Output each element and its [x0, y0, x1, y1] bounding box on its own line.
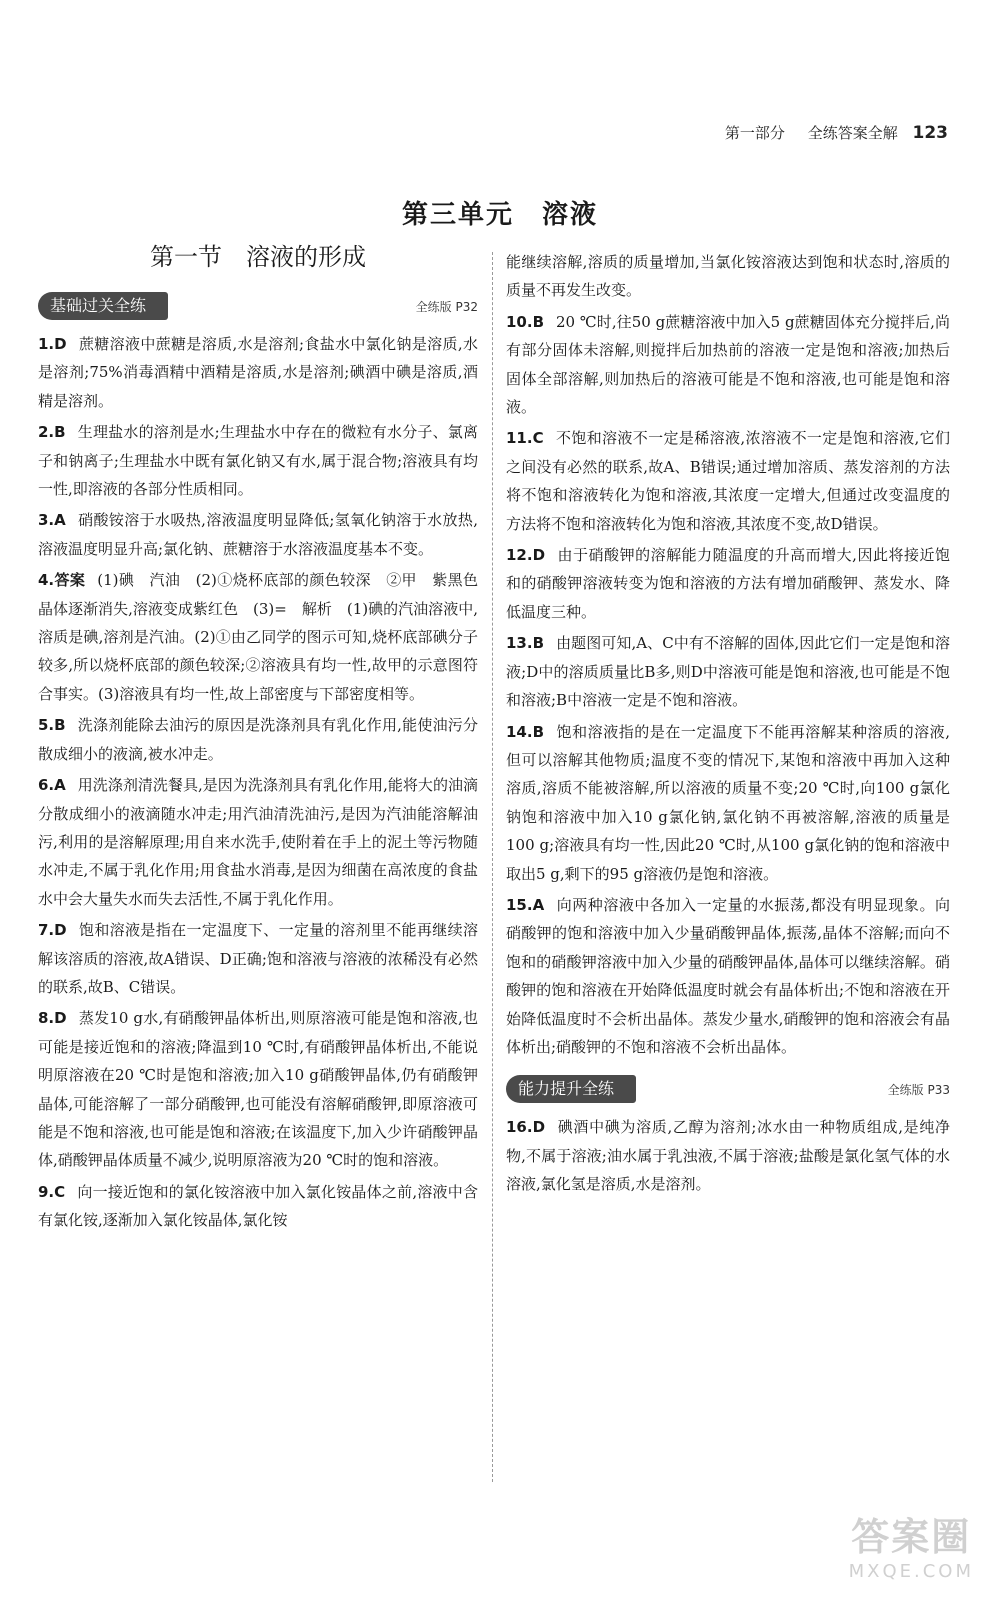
right-answer-list: [506, 308, 950, 1062]
answer-item: [38, 418, 478, 503]
answer-text: 20 ℃时,往50 g蔗糖溶液中加入5 g蔗糖固体充分搅拌后,尚有部分固体未溶解,则搅拌后加热前的溶液一定是饱和溶液;加热后固体全部溶解,则加热后的溶液可能是不饱和溶液,也可能是饱和溶液。: [506, 312, 950, 417]
right-column: [506, 248, 950, 1202]
answer-item: [38, 1004, 478, 1174]
answer-text: 用洗涤剂清洗餐具,是因为洗涤剂具有乳化作用,能将大的油滴分散成细小的液滴随水冲走;用汽油清洗油污,是因为汽油能溶解油污,利用的是溶解原理;用自来水洗手,使附着在手上的泥土等污物随水冲走,不属于乳化作用;用食盐水消毒,是因为细菌在高浓度的食盐水中会大量失水而失去活性,不属于乳化作用。: [38, 776, 478, 908]
answer-text: 蔗糖溶液中蔗糖是溶质,水是溶剂;食盐水中氯化钠是溶质,水是溶剂;75%消毒酒精中酒精是溶质,水是溶剂;碘酒中碘是溶质,酒精是溶剂。: [38, 335, 478, 410]
answer-number: 6.A: [38, 776, 66, 795]
answer-number: 9.C: [38, 1182, 66, 1201]
answer-item: [506, 629, 950, 714]
column-divider: [492, 252, 493, 1482]
answer-text: 由于硝酸钾的溶解能力随温度的升高而增大,因此将接近饱和的硝酸钾溶液转变为饱和溶液的方法有增加硝酸钾、蒸发水、降低温度三种。: [506, 546, 950, 621]
answer-number: 5.B: [38, 716, 66, 735]
answer-item: [38, 771, 478, 913]
band-advanced-label: 能力提升全练: [506, 1075, 636, 1103]
answer-number: 11.C: [506, 429, 544, 448]
answer-item: [506, 718, 950, 888]
answer-item: [38, 566, 478, 708]
answer-number: 13.B: [506, 634, 545, 653]
answer-text: 硝酸铵溶于水吸热,溶液温度明显降低;氢氧化钠溶于水放热,溶液温度明显升高;氯化钠、蔗糖溶于水溶液温度基本不变。: [38, 511, 478, 558]
answer-item: [38, 916, 478, 1001]
answer-text: 蒸发10 g水,有硝酸钾晶体析出,则原溶液可能是饱和溶液,也可能是接近饱和的溶液;降温到10 ℃时,有硝酸钾晶体析出,不能说明原溶液在20 ℃时是饱和溶液;加入10 g硝酸钾晶体,仍有硝酸钾晶体,可能溶解了一部分硝酸钾,也可能没有溶解硝酸钾,即原溶液可能是不饱和溶液,也可能是饱和溶液;在该温度下,加入少许硝酸钾晶体,硝酸钾晶体质量不减少,说明原溶液为20 ℃时的饱和溶液。: [38, 1009, 478, 1170]
answer-number: 16.D: [506, 1118, 546, 1137]
answer-text: 洗涤剂能除去油污的原因是洗涤剂具有乳化作用,能使油污分散成细小的液滴,被水冲走。: [38, 716, 478, 763]
answer-item: [38, 711, 478, 768]
answer-text: 生理盐水的溶剂是水;生理盐水中存在的微粒有水分子、氯离子和钠离子;生理盐水中既有氯化钠又有水,属于混合物;溶液具有均一性,即溶液的各部分性质相同。: [38, 423, 478, 499]
answer-number: 1.D: [38, 335, 67, 353]
answer-item: [38, 330, 478, 415]
continuation-text: 能继续溶解,溶质的质量增加,当氯化铵溶液达到饱和状态时,溶质的质量不再发生改变。: [506, 253, 950, 300]
answer-item: [506, 308, 950, 422]
answer-item: [506, 1113, 950, 1198]
right-answer-list-2: [506, 1113, 950, 1198]
answer-number: 4.答案: [38, 571, 86, 590]
answer-text: 向两种溶液中各加入一定量的水振荡,都没有明显现象。向硝酸钾的饱和溶液中加入少量硝酸钾晶体,振荡,晶体不溶解;而向不饱和的硝酸钾溶液中加入少量的硝酸钾晶体,晶体可以继续溶解。硝酸钾的饱和溶液在开始降低温度时就会有晶体析出;不饱和溶液在开始降低温度时不会析出晶体。蒸发少量水,硝酸钾的饱和溶液会有晶体析出;硝酸钾的不饱和溶液不会析出晶体。: [506, 895, 950, 1056]
answer-item: [506, 424, 950, 538]
band-advanced: [506, 1075, 950, 1103]
answer-item: [506, 891, 950, 1061]
band-advanced-ref: 全练版 P33: [887, 1082, 950, 1097]
watermark-line1: 答案圈: [851, 1515, 972, 1559]
band-basic: [38, 292, 478, 320]
section-title: 第一节 溶液的形成: [150, 243, 366, 271]
left-column: [38, 240, 478, 1238]
answer-number: 15.A: [506, 895, 545, 914]
answer-number: 12.D: [506, 546, 546, 565]
page-number: 123: [912, 123, 948, 143]
answer-number: 7.D: [38, 921, 67, 940]
answer-number: 2.B: [38, 423, 66, 442]
header-section: 第一部分: [724, 124, 785, 142]
band-basic-label: 基础过关全练: [38, 292, 168, 320]
unit-title: 第三单元 溶液: [401, 200, 598, 230]
answer-text: 由题图可知,A、C中有不溶解的固体,因此它们一定是饱和溶液;D中的溶质质量比B多,则D中溶液可能是饱和溶液,也可能是不饱和溶液;B中溶液一定是不饱和溶液。: [506, 634, 950, 710]
answer-text: 饱和溶液是指在一定温度下、一定量的溶剂里不能再继续溶解该溶质的溶液,故A错误、D正确;饱和溶液与溶液的浓稀没有必然的联系,故B、C错误。: [38, 921, 478, 996]
answer-number: 14.B: [506, 722, 545, 741]
answer-text: 向一接近饱和的氯化铵溶液中加入氯化铵晶体之前,溶液中含有氯化铵,逐渐加入氯化铵晶体,氯化铵: [38, 1182, 478, 1230]
answer-text: 不饱和溶液不一定是稀溶液,浓溶液不一定是饱和溶液,它们之间没有必然的联系,故A、B错误;通过增加溶质、蒸发溶剂的方法将不饱和溶液转化为饱和溶液,其浓度一定增大,但通过改变温度的方法将不饱和溶液转化为饱和溶液,其浓度不变,故D错误。: [506, 429, 950, 533]
answer-item: [38, 506, 478, 563]
answer-number: 10.B: [506, 312, 545, 331]
answer-number: 8.D: [38, 1009, 67, 1028]
watermark-logo: [849, 1506, 974, 1582]
page-header: [0, 122, 948, 143]
answer-number: 3.A: [38, 511, 66, 530]
answer-item: [506, 541, 950, 626]
answer-text: 碘酒中碘为溶质,乙醇为溶剂;冰水由一种物质组成,是纯净物,不属于溶液;油水属于乳浊液,不属于溶液;盐酸是氯化氢气体的水溶液,氯化氢是溶质,水是溶剂。: [506, 1118, 950, 1194]
band-basic-ref: 全练版 P32: [415, 299, 478, 314]
answer-text: (1)碘 汽油 (2)①烧杯底部的颜色较深 ②甲 紫黑色晶体逐渐消失,溶液变成紫红色 (3)= 解析 (1)碘的汽油溶液中,溶质是碘,溶剂是汽油。(2)①由乙同学的图示可知,烧杯底部碘分子较多,所以烧杯底部的颜色较深;②溶液具有均一性,故甲的示意图符合事实。(3)溶液具有均一性,故上部密度与下部密度相等。: [38, 571, 478, 703]
answer-text: 饱和溶液指的是在一定温度下不能再溶解某种溶质的溶液,但可以溶解其他物质;温度不变的情况下,某饱和溶液中再加入这种溶质,溶质不能被溶解,所以溶液的质量不变;20 ℃时,向100 g氯化钠饱和溶液中加入10 g氯化钠,氯化钠不再被溶解,溶液的质量是100 g;溶液具有均一性,因此20 ℃时,从100 g氯化钠的饱和溶液中取出5 g,剩下的95 g溶液仍是饱和溶液。: [506, 722, 950, 883]
left-answer-list: [38, 330, 478, 1235]
answer-item: [38, 1178, 478, 1235]
header-book: 全练答案全解: [807, 124, 898, 142]
watermark-line2: MXQE.COM: [848, 1561, 974, 1582]
